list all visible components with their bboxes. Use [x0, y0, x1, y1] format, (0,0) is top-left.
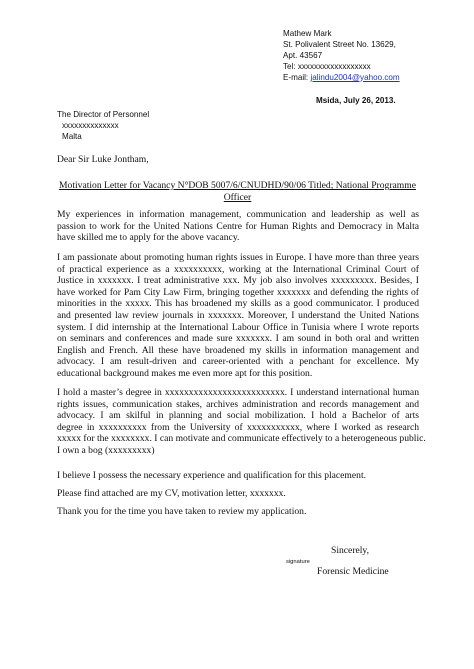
text-line: advocacy. I am skilful in planning and social mobilization. I hold a Bachelor of arts [57, 410, 419, 422]
text-line: xxxxx for the xxxxxxxx. I can motivate and communicate effectively to a heterogeneous public. [57, 433, 426, 445]
recipient-block [57, 110, 149, 143]
sender-email-link[interactable]: jalindu2004@yahoo.com [310, 72, 400, 82]
closing-sincerely: Sincerely, [331, 545, 370, 556]
text-line: I own a bog (xxxxxxxxx) [57, 444, 155, 456]
sender-block [283, 29, 400, 84]
sender-email-label: E-mail: [283, 72, 311, 82]
text-line: on seminars and conferences and made sure xxxxxxx. I am sound in both oral and written [57, 333, 419, 345]
text-line: English and French. All these have broadened my skills in information management and [57, 344, 419, 356]
text-line: have worked for Pam City Law Firm, bringing together xxxxxxx and defending the rights of [57, 286, 419, 298]
text-line: I believe I possess the necessary experience and qualification for this placement. [57, 470, 367, 481]
signature-label: signature [286, 559, 310, 565]
subject-line: Motivation Letter for Vacancy N°DOB 5007/6/CNUDHD/90/06 Titled; National Programme Officer [59, 180, 416, 203]
text-line: have skilled me to apply for the above vacancy. [57, 232, 240, 244]
recipient-line2: xxxxxxxxxxxxxx [62, 120, 119, 130]
text-line: degree in xxxxxxxxxx from the University of xxxxxxxxxxx, where I worked as research [57, 421, 419, 433]
letter-date: Msida, July 26, 2013. [316, 96, 396, 105]
text-line: of practical experience as a xxxxxxxxxx, working at the International Criminal Court of [57, 263, 419, 275]
paragraph-experience [57, 252, 419, 380]
salutation: Dear Sir Luke Jontham, [57, 154, 149, 165]
text-line: minorities in the xxxxx. This has broadened my skills as a good communicator. I produced [57, 298, 419, 310]
text-line: system. I did internship at the International Labour Office in Tunisia where I wrote reports [57, 321, 419, 333]
sender-name: Mathew Mark [283, 29, 332, 38]
sender-address-line2: Apt. 43567 [283, 50, 323, 60]
text-line: passion to work for the United Nations Centre for Human Rights and Democracy in Malta [57, 220, 419, 232]
text-line: advocacy. I am result-driven and career-oriented with a penchant for excellence. My [57, 356, 419, 368]
sender-address-line1: St. Polivalent Street No. 13629, [283, 39, 396, 49]
text-line: rights issues, communication stakes, archives administration and records management and [57, 398, 419, 410]
paragraph-belief [57, 470, 419, 482]
paragraph-attachments [57, 488, 419, 500]
sender-email-line [283, 73, 400, 84]
recipient-title: The Director of Personnel [57, 110, 150, 119]
sender-tel: Tel: xxxxxxxxxxxxxxxxxx [283, 61, 371, 71]
text-line: Thank you for the time you have taken to review my application. [57, 506, 307, 517]
text-line: I hold a master’s degree in xxxxxxxxxxxxxxxxxxxxxxxxx. I understand international human [57, 387, 419, 398]
recipient-country: Malta [62, 131, 82, 141]
text-line: Justice in xxxxxxx. I treat administrative xxx. My job also involves xxxxxxxxx. Besides, I [57, 275, 419, 287]
paragraph-education [57, 387, 426, 457]
paragraph-intro [57, 209, 419, 244]
text-line: and presented law review journals in xxxxxxx. Moreover, I understand the United Nations [57, 309, 419, 321]
text-line: My experiences in information management, communication and leadership as well as [57, 209, 419, 220]
paragraph-thanks [57, 506, 419, 518]
text-line: Please find attached are my CV, motivation letter, xxxxxxx. [57, 488, 286, 499]
closing-title: Forensic Medicine [317, 566, 389, 577]
text-line: educational background makes me even more apt for this position. [57, 367, 313, 379]
text-line: I am passionate about promoting human rights issues in Europe. I have more than three years [57, 252, 419, 263]
